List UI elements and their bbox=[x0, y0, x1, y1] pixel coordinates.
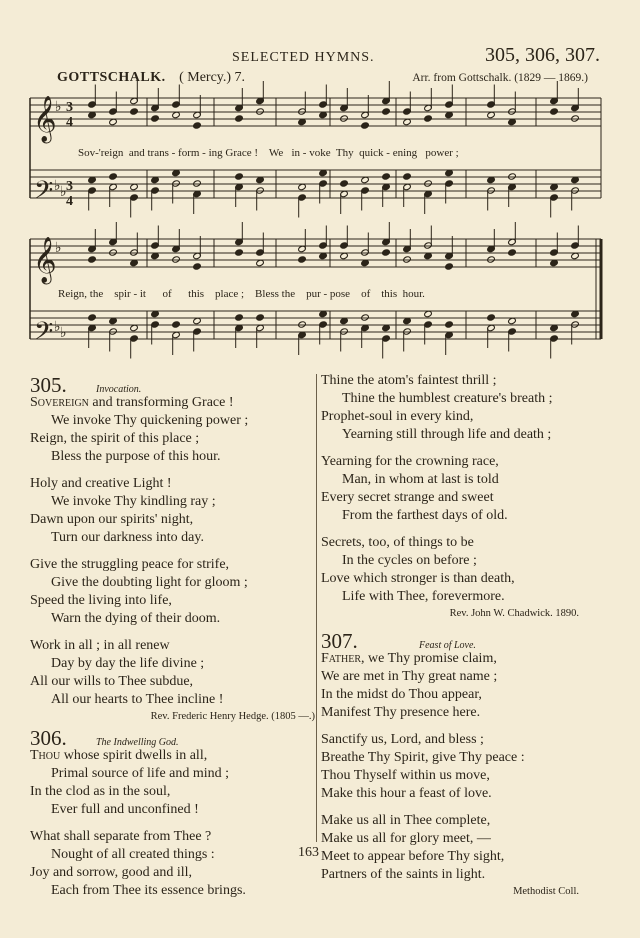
verse-line: Thine the humblest creature's breath ; bbox=[342, 391, 553, 406]
verse-line: Reign, the spirit of this place ; bbox=[30, 431, 200, 446]
note-head bbox=[571, 115, 580, 122]
right-column bbox=[321, 372, 596, 900]
verse-line: All our wills to Thee subdue, bbox=[30, 674, 194, 689]
verse-line: Breathe Thy Spirit, give Thy peace : bbox=[321, 750, 525, 765]
flat-icon: ♭ bbox=[60, 326, 67, 341]
treble-clef-icon: 𝄞 bbox=[33, 96, 57, 142]
note-head bbox=[487, 314, 496, 321]
note-head bbox=[550, 108, 559, 115]
hymn-number: 307. bbox=[321, 629, 358, 653]
hymn-number: 305. bbox=[30, 373, 67, 397]
hymn-number: 306. bbox=[30, 726, 67, 750]
note-head bbox=[88, 256, 97, 263]
verse-line: Give the doubting light for gloom ; bbox=[51, 575, 248, 590]
verse-line: We invoke Thy kindling ray ; bbox=[51, 494, 216, 509]
note-head bbox=[445, 263, 454, 270]
hymn-306-heading bbox=[30, 725, 315, 750]
note-head bbox=[193, 122, 202, 129]
note-head bbox=[382, 108, 391, 115]
verse-line: From the farthest days of old. bbox=[342, 508, 508, 523]
stanza bbox=[321, 453, 596, 525]
verse-line: Holy and creative Light ! bbox=[30, 476, 172, 491]
verse-line: Man, in whom at last is told bbox=[342, 472, 499, 487]
verse-line: Primal source of life and mind ; bbox=[51, 766, 230, 781]
verse-line: Yearning for the crowning race, bbox=[321, 454, 499, 469]
running-title: SELECTED HYMNS. bbox=[232, 50, 375, 65]
attribution: Rev. John W. Chadwick. 1890. bbox=[449, 608, 579, 619]
flat-icon: ♭ bbox=[54, 179, 61, 194]
stanza bbox=[321, 812, 596, 884]
note-head bbox=[235, 173, 244, 180]
verse-line: Joy and sorrow, good and ill, bbox=[30, 865, 193, 880]
verse-line: Partners of the saints in light. bbox=[321, 867, 486, 882]
stanza bbox=[30, 475, 315, 547]
verse-line: We invoke Thy quickening power ; bbox=[51, 413, 249, 428]
bass-clef-icon: 𝄢 bbox=[34, 176, 54, 211]
verse-line: In the midst do Thou appear, bbox=[321, 687, 482, 702]
note-head bbox=[235, 314, 244, 321]
arrangement-credit: Arr. from Gottschalk. (1829 — 1869.) bbox=[412, 72, 588, 84]
time-signature: 4 bbox=[66, 115, 73, 130]
stanza bbox=[321, 731, 596, 803]
stanza bbox=[30, 394, 315, 466]
note-head bbox=[361, 122, 370, 129]
hymn-307-heading bbox=[321, 628, 596, 653]
note-head bbox=[508, 249, 517, 256]
verse-line: Yearning still through life and death ; bbox=[342, 427, 552, 442]
verse-line: Make us all in Thee complete, bbox=[321, 813, 491, 828]
note-head bbox=[256, 314, 265, 321]
flat-icon: ♭ bbox=[55, 100, 62, 115]
verse-line: Give the struggling peace for strife, bbox=[30, 557, 230, 572]
note-head bbox=[340, 180, 349, 187]
verse-line: Make this hour a feast of love. bbox=[321, 786, 492, 801]
verse-line: Nought of all created things : bbox=[51, 847, 215, 862]
hymn-title: Invocation. bbox=[96, 384, 142, 395]
stanza bbox=[30, 747, 315, 819]
verse-line: Each from Thee its essence brings. bbox=[51, 883, 246, 898]
verse-line: In the clod as in the soul, bbox=[30, 784, 171, 799]
verse-line: We are met in Thy great name ; bbox=[321, 669, 498, 684]
note-head bbox=[298, 256, 307, 263]
verse-line: In the cycles on before ; bbox=[342, 553, 477, 568]
note-head bbox=[193, 263, 202, 270]
verse-line: Sovereign and transforming Grace ! bbox=[30, 395, 234, 410]
note-head bbox=[172, 321, 181, 328]
verse-line: Work in all ; in all renew bbox=[30, 638, 170, 653]
verse-line: Father, we Thy promise claim, bbox=[321, 651, 497, 666]
note-head bbox=[151, 115, 160, 122]
stanza bbox=[321, 372, 596, 444]
page-number: 163 bbox=[298, 845, 319, 860]
hymn-305-heading bbox=[30, 372, 315, 397]
tune-meter: ( Mercy.) 7. bbox=[179, 70, 246, 85]
time-signature: 4 bbox=[66, 194, 73, 209]
flat-icon: ♭ bbox=[60, 185, 67, 200]
note-head bbox=[382, 173, 391, 180]
verse-line: Make us all for glory meet, — bbox=[321, 831, 491, 846]
verse-line: All our hearts to Thee incline ! bbox=[51, 692, 224, 707]
verse-line: What shall separate from Thee ? bbox=[30, 829, 212, 844]
note-head bbox=[382, 249, 391, 256]
stanza bbox=[30, 637, 315, 709]
treble-clef-icon: 𝄞 bbox=[33, 237, 57, 283]
note-head bbox=[424, 115, 433, 122]
lyric-line-2: Reign, the spir - it of this place ; Bless the pur - pose of this hour. bbox=[58, 288, 425, 300]
verse-line: Turn our darkness into day. bbox=[51, 530, 204, 545]
attribution: Rev. Frederic Henry Hedge. (1805 —.) bbox=[150, 711, 315, 722]
flat-icon: ♭ bbox=[55, 241, 62, 256]
verse-line: Sanctify us, Lord, and bless ; bbox=[321, 732, 484, 747]
note-head bbox=[235, 249, 244, 256]
tune-name: GOTTSCHALK. bbox=[57, 70, 166, 85]
note-head bbox=[130, 108, 139, 115]
note-head bbox=[235, 115, 244, 122]
stanza bbox=[30, 556, 315, 628]
note-head bbox=[445, 321, 454, 328]
bass-clef-icon: 𝄢 bbox=[34, 317, 54, 352]
hymn-title: The Indwelling God. bbox=[96, 737, 179, 748]
time-signature: 3 bbox=[66, 100, 73, 115]
verse-line: Warn the dying of their doom. bbox=[51, 611, 221, 626]
verse-line: Love which stronger is than death, bbox=[321, 571, 515, 586]
verse-line: Day by day the life divine ; bbox=[51, 656, 205, 671]
verse-line: Secrets, too, of things to be bbox=[321, 535, 474, 550]
left-column bbox=[30, 372, 315, 900]
verse-line: Thou Thyself within us move, bbox=[321, 768, 490, 783]
note-head bbox=[88, 314, 97, 321]
verse-line: Every secret strange and sweet bbox=[321, 490, 494, 505]
note-head bbox=[403, 173, 412, 180]
flat-icon: ♭ bbox=[54, 320, 61, 335]
verse-line: Life with Thee, forevermore. bbox=[342, 589, 505, 604]
stanza bbox=[30, 828, 315, 900]
verse-line: Prophet-soul in every kind, bbox=[321, 409, 474, 424]
hymn-numbers: 305, 306, 307. bbox=[485, 44, 600, 66]
attribution: Methodist Coll. bbox=[513, 886, 579, 897]
column-divider bbox=[316, 374, 317, 842]
verse-line: Thine the atom's faintest thrill ; bbox=[321, 373, 497, 388]
lyric-line-1: Sov-'reign and trans - form - ing Grace ! We in - voke Thy quick - ening power ; bbox=[78, 147, 459, 159]
stanza bbox=[321, 534, 596, 606]
music-score bbox=[0, 0, 640, 365]
verse-line: Thou whose spirit dwells in all, bbox=[30, 748, 208, 763]
verse-line: Bless the purpose of this hour. bbox=[51, 449, 221, 464]
stanza bbox=[321, 650, 596, 722]
verse-line: Manifest Thy presence here. bbox=[321, 705, 481, 720]
time-signature: 3 bbox=[66, 179, 73, 194]
hymn-title: Feast of Love. bbox=[419, 640, 476, 651]
verse-line: Ever full and unconfined ! bbox=[51, 802, 199, 817]
verse-line: Meet to appear before Thy sight, bbox=[321, 849, 505, 864]
verse-line: Dawn upon our spirits' night, bbox=[30, 512, 194, 527]
verse-line: Speed the living into life, bbox=[30, 593, 172, 608]
note-head bbox=[109, 173, 118, 180]
